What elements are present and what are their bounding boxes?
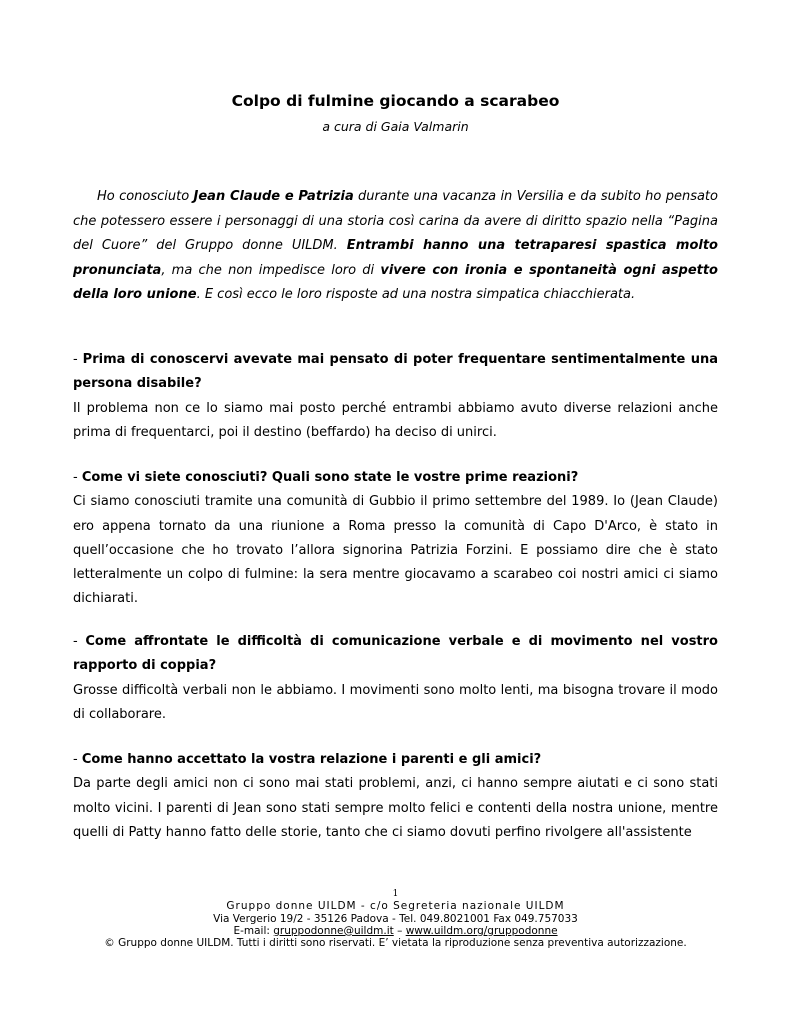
document-title: Colpo di fulmine giocando a scarabeo [231, 92, 560, 110]
qa-block [73, 466, 718, 612]
intro-text-3: , ma che non impedisce loro di [161, 262, 381, 278]
footer-contacts [0, 925, 791, 937]
question-dash: - [73, 634, 86, 649]
answer: Grosse difficoltà verbali non le abbiamo. I movimenti sono molto lenti, ma bisogna trovare il modo di collaborare. [73, 682, 718, 722]
answer: Il problema non ce lo siamo mai posto perché entrambi abbiamo avuto diverse relazioni anche prima di frequentarci, poi il destino (beffardo) ha deciso di unirci. [73, 400, 718, 440]
question-dash: - [73, 470, 82, 485]
page-number: 1 [392, 889, 399, 899]
intro-text-1: Ho conosciuto [97, 189, 194, 204]
intro-text-2: durante una vacanza in Versilia e da subito ho pensato che potessero essere i personaggi di una storia così carina da avere di diritto spazio nella “Pagina del Cuore” del Gruppo donne UILDM. [73, 189, 718, 253]
question [73, 748, 718, 772]
question-text: Come hanno accettato la vostra relazione i parenti e gli amici? [81, 752, 542, 767]
page-footer [0, 888, 791, 949]
intro-bold-3: vivere con ironia e spontaneità ogni aspetto della loro unione [73, 262, 718, 302]
answer: Ci siamo conosciuti tramite una comunità di Gubbio il primo settembre del 1989. Io (Jean Claude) ero appena tornato da una riunione a Roma presso la comunità di Capo D'Arco, è stato in quell’occasione che ho trovato l’allora signorina Patrizia Forzini. E possiamo dire che è stato letteralmente un colpo di fulmine: la sera mentre giocavamo a scarabeo coi nostri amici ci siamo dichiarati. [73, 494, 718, 607]
intro-paragraph [73, 185, 718, 308]
footer-address: Via Vergerio 19/2 - 35126 Padova - Tel. 049.8021001 Fax 049.757033 [213, 912, 578, 925]
intro-text-4: . E così ecco le loro risposte ad una nostra simpatica chiacchierata. [196, 287, 636, 302]
website-link[interactable]: www.uildm.org/gruppodonne [405, 924, 558, 937]
question-dash: - [73, 352, 83, 367]
question-dash: - [73, 752, 82, 767]
question-text: Come vi siete conosciuti? Quali sono state le vostre prime reazioni? [81, 470, 579, 485]
footer-organization: Gruppo donne UILDM - c/o Segreteria nazionale UILDM [226, 900, 565, 913]
footer-copyright: © Gruppo donne UILDM. Tutti i diritti sono riservati. E’ vietata la riproduzione senza preventiva autorizzazione. [104, 937, 687, 950]
qa-block [73, 348, 718, 445]
contact-separator: – [393, 924, 406, 937]
qa-block [73, 630, 718, 727]
question [73, 348, 718, 397]
question [73, 466, 718, 490]
document-page [73, 0, 718, 1024]
email-label: E-mail: [233, 924, 274, 937]
question-text: Come affrontate le difficoltà di comunicazione verbale e di movimento nel vostro rapporto di coppia? [73, 634, 718, 674]
question-text: Prima di conoscervi avevate mai pensato di poter frequentare sentimentalmente una persona disabile? [73, 352, 719, 392]
question [73, 630, 718, 679]
intro-bold-1: Jean Claude e Patrizia [193, 189, 354, 204]
document-author: a cura di Gaia Valmarin [322, 119, 469, 134]
qa-block [73, 748, 718, 845]
email-link[interactable]: gruppodonne@uildm.it [273, 924, 394, 937]
answer: Da parte degli amici non ci sono mai stati problemi, anzi, ci hanno sempre aiutati e ci sono stati molto vicini. I parenti di Jean sono stati sempre molto felici e contenti della nostra unione, mentre quelli di Patty hanno fatto delle storie, tanto che ci siamo dovuti perfino rivolgere all'assistente [73, 776, 718, 840]
intro-bold-2: Entrambi hanno una tetraparesi spastica molto pronunciata [73, 238, 718, 278]
